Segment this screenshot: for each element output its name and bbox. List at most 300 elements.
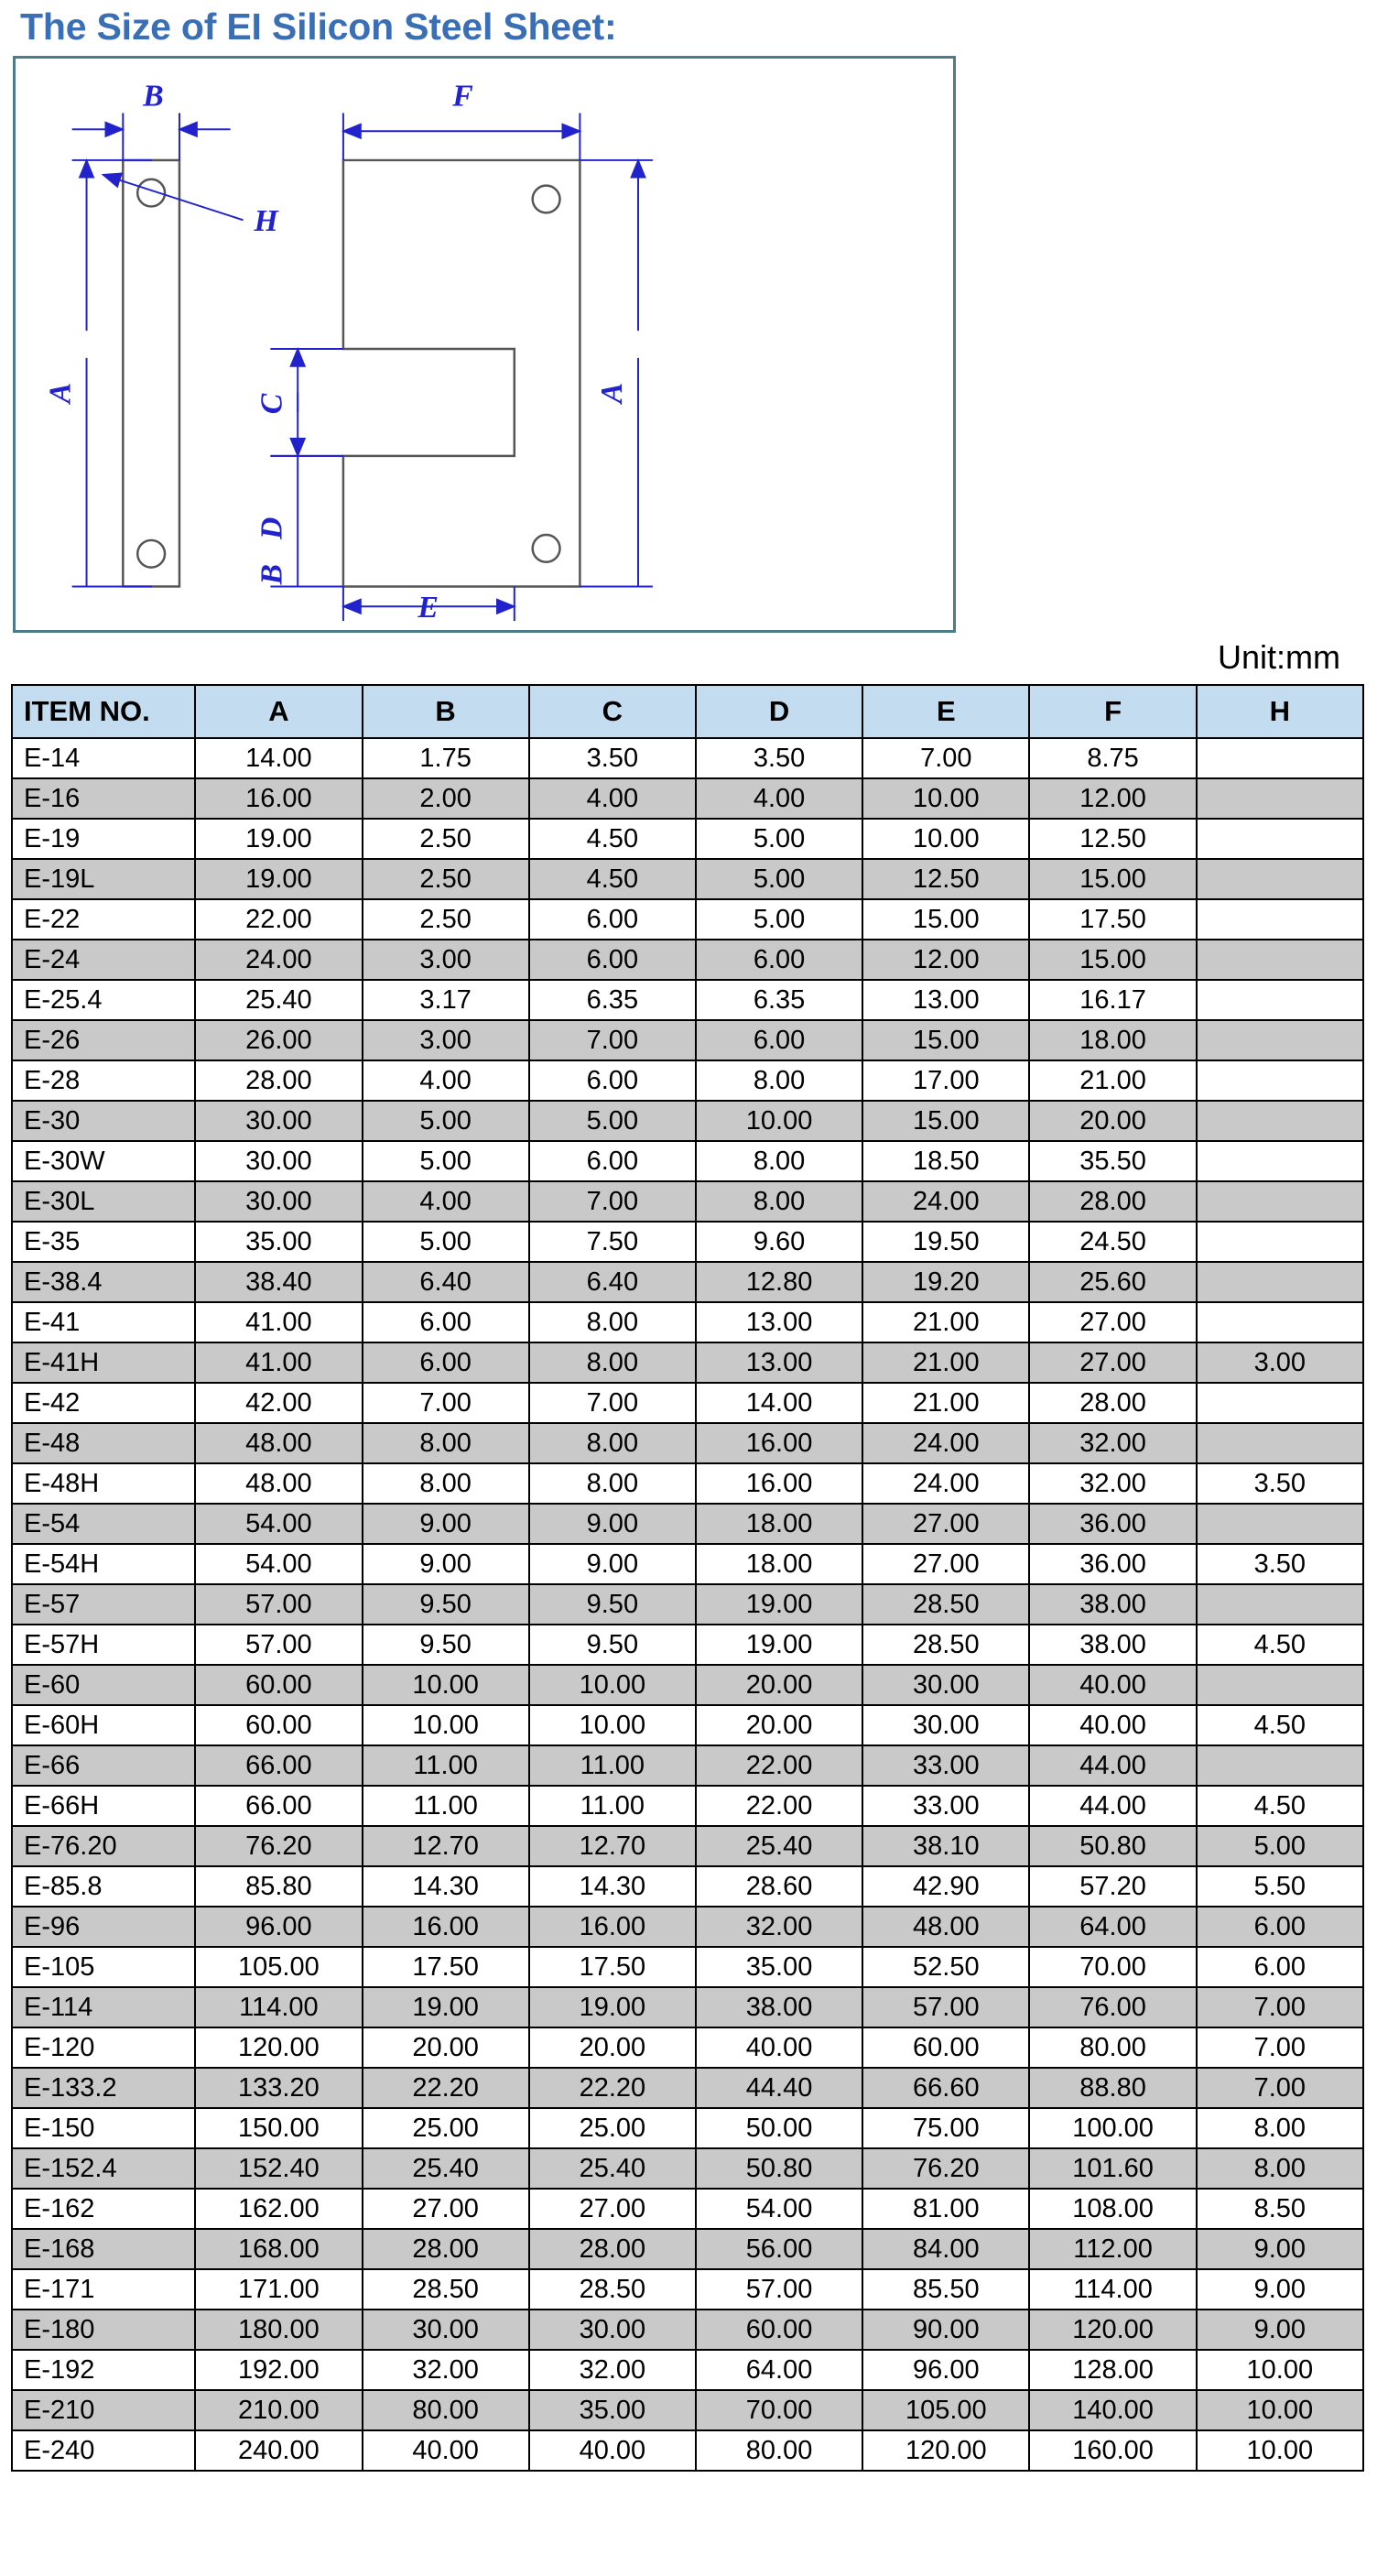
cell-item-no: E-150 [12,2108,195,2148]
cell-a: 120.00 [195,2027,362,2068]
cell-item-no: E-26 [12,1020,195,1060]
cell-c: 4.50 [529,859,696,899]
cell-e: 33.00 [862,1786,1029,1826]
cell-a: 192.00 [195,2350,362,2390]
cell-item-no: E-57H [12,1625,195,1665]
cell-item-no: E-180 [12,2310,195,2350]
cell-f: 64.00 [1029,1907,1196,1947]
cell-h [1197,1665,1363,1705]
cell-f: 21.00 [1029,1060,1196,1101]
dim-label-e: E [417,591,439,625]
cell-e: 18.50 [862,1141,1029,1181]
cell-item-no: E-54 [12,1504,195,1544]
table-row [12,2148,1363,2189]
table-row [12,1826,1363,1866]
ei-lamination-diagram [13,56,956,633]
cell-h [1197,778,1363,819]
cell-b: 3.00 [363,1020,529,1060]
cell-c: 4.50 [529,819,696,859]
cell-e: 75.00 [862,2108,1029,2148]
table-row [12,1060,1363,1101]
cell-a: 76.20 [195,1826,362,1866]
cell-d: 38.00 [696,1987,862,2027]
cell-b: 80.00 [363,2390,529,2430]
unit-row [0,633,1359,682]
table-row [12,2229,1363,2269]
table-row [12,1786,1363,1826]
cell-a: 105.00 [195,1947,362,1987]
dim-label-c: C [255,393,289,415]
col-header-h: H [1197,685,1363,738]
cell-b: 27.00 [363,2189,529,2229]
cell-h: 9.00 [1197,2310,1363,2350]
cell-e: 42.90 [862,1866,1029,1907]
cell-d: 25.40 [696,1826,862,1866]
cell-c: 28.00 [529,2229,696,2269]
cell-d: 14.00 [696,1383,862,1423]
cell-e: 105.00 [862,2390,1029,2430]
cell-f: 50.80 [1029,1826,1196,1866]
cell-c: 3.50 [529,738,696,778]
cell-d: 50.00 [696,2108,862,2148]
cell-c: 9.00 [529,1544,696,1584]
cell-f: 28.00 [1029,1181,1196,1222]
cell-f: 27.00 [1029,1302,1196,1342]
cell-a: 26.00 [195,1020,362,1060]
table-row [12,1504,1363,1544]
cell-f: 128.00 [1029,2350,1196,2390]
dim-label-h: H [254,204,278,239]
cell-a: 25.40 [195,980,362,1020]
table-row [12,2390,1363,2430]
cell-h: 7.00 [1197,1987,1363,2027]
cell-e: 28.50 [862,1625,1029,1665]
cell-b: 8.00 [363,1423,529,1463]
cell-a: 30.00 [195,1181,362,1222]
dim-label-f: F [452,79,473,114]
cell-item-no: E-41 [12,1302,195,1342]
cell-c: 12.70 [529,1826,696,1866]
cell-d: 70.00 [696,2390,862,2430]
cell-a: 57.00 [195,1584,362,1625]
cell-c: 11.00 [529,1786,696,1826]
cell-d: 22.00 [696,1786,862,1826]
cell-h [1197,1060,1363,1101]
unit-label: Unit:mm [1218,638,1340,677]
cell-b: 28.00 [363,2229,529,2269]
cell-d: 57.00 [696,2269,862,2310]
cell-f: 76.00 [1029,1987,1196,2027]
cell-f: 20.00 [1029,1101,1196,1141]
cell-h: 7.00 [1197,2027,1363,2068]
cell-e: 30.00 [862,1665,1029,1705]
cell-b: 10.00 [363,1665,529,1705]
cell-f: 12.00 [1029,778,1196,819]
cell-e: 13.00 [862,980,1029,1020]
part-outlines [123,160,580,587]
cell-a: 22.00 [195,899,362,940]
table-row [12,2189,1363,2229]
cell-a: 54.00 [195,1504,362,1544]
cell-e: 10.00 [862,819,1029,859]
cell-c: 8.00 [529,1463,696,1504]
dim-label-b-top: B [143,79,164,114]
cell-a: 66.00 [195,1786,362,1826]
cell-c: 7.00 [529,1020,696,1060]
table-row [12,1423,1363,1463]
cell-c: 19.00 [529,1987,696,2027]
cell-e: 28.50 [862,1584,1029,1625]
table-row [12,1020,1363,1060]
i-piece-hole-bottom [137,540,165,568]
col-header-item: ITEM NO. [12,685,195,738]
cell-e: 12.00 [862,940,1029,980]
cell-f: 101.60 [1029,2148,1196,2189]
cell-h: 9.00 [1197,2269,1363,2310]
cell-c: 6.00 [529,1141,696,1181]
cell-a: 133.20 [195,2068,362,2108]
cell-d: 54.00 [696,2189,862,2229]
cell-a: 85.80 [195,1866,362,1907]
cell-h: 10.00 [1197,2390,1363,2430]
dim-label-a-left: A [43,382,78,404]
table-row [12,1342,1363,1383]
cell-f: 100.00 [1029,2108,1196,2148]
cell-d: 13.00 [696,1302,862,1342]
cell-f: 112.00 [1029,2229,1196,2269]
cell-b: 28.50 [363,2269,529,2310]
cell-d: 50.80 [696,2148,862,2189]
cell-e: 66.60 [862,2068,1029,2108]
cell-item-no: E-19 [12,819,195,859]
cell-d: 8.00 [696,1181,862,1222]
cell-item-no: E-60 [12,1665,195,1705]
cell-b: 11.00 [363,1786,529,1826]
cell-h [1197,1584,1363,1625]
cell-item-no: E-105 [12,1947,195,1987]
cell-c: 25.00 [529,2108,696,2148]
cell-item-no: E-66 [12,1745,195,1786]
cell-a: 30.00 [195,1101,362,1141]
cell-b: 25.00 [363,2108,529,2148]
cell-d: 6.35 [696,980,862,1020]
cell-a: 41.00 [195,1302,362,1342]
cell-d: 32.00 [696,1907,862,1947]
cell-h [1197,1745,1363,1786]
cell-f: 40.00 [1029,1665,1196,1705]
cell-c: 8.00 [529,1302,696,1342]
cell-e: 96.00 [862,2350,1029,2390]
cell-e: 76.20 [862,2148,1029,2189]
dim-label-a-right: A [595,382,630,404]
cell-d: 3.50 [696,738,862,778]
cell-b: 1.75 [363,738,529,778]
table-row [12,2269,1363,2310]
cell-c: 9.00 [529,1504,696,1544]
cell-item-no: E-96 [12,1907,195,1947]
cell-item-no: E-42 [12,1383,195,1423]
cell-d: 8.00 [696,1060,862,1101]
cell-c: 8.00 [529,1423,696,1463]
cell-h: 7.00 [1197,2068,1363,2108]
cell-h [1197,1302,1363,1342]
cell-c: 7.00 [529,1383,696,1423]
cell-h [1197,940,1363,980]
cell-item-no: E-35 [12,1222,195,1262]
cell-b: 9.00 [363,1504,529,1544]
cell-f: 140.00 [1029,2390,1196,2430]
cell-c: 28.50 [529,2269,696,2310]
cell-b: 5.00 [363,1222,529,1262]
table-row [12,899,1363,940]
table-row [12,1987,1363,2027]
cell-e: 19.20 [862,1262,1029,1302]
cell-a: 30.00 [195,1141,362,1181]
cell-c: 6.40 [529,1262,696,1302]
cell-a: 28.00 [195,1060,362,1101]
cell-item-no: E-28 [12,1060,195,1101]
cell-h: 4.50 [1197,1705,1363,1745]
table-row [12,2108,1363,2148]
cell-a: 19.00 [195,819,362,859]
cell-a: 66.00 [195,1745,362,1786]
cell-e: 38.10 [862,1826,1029,1866]
cell-b: 6.00 [363,1342,529,1383]
cell-a: 48.00 [195,1463,362,1504]
cell-b: 8.00 [363,1463,529,1504]
cell-a: 96.00 [195,1907,362,1947]
cell-f: 120.00 [1029,2310,1196,2350]
cell-e: 17.00 [862,1060,1029,1101]
cell-e: 120.00 [862,2430,1029,2471]
cell-d: 20.00 [696,1705,862,1745]
cell-f: 16.17 [1029,980,1196,1020]
cell-b: 30.00 [363,2310,529,2350]
cell-d: 18.00 [696,1544,862,1584]
cell-b: 25.40 [363,2148,529,2189]
cell-e: 84.00 [862,2229,1029,2269]
table-row [12,2430,1363,2471]
table-row [12,940,1363,980]
cell-f: 8.75 [1029,738,1196,778]
cell-e: 15.00 [862,1101,1029,1141]
cell-d: 18.00 [696,1504,862,1544]
cell-d: 56.00 [696,2229,862,2269]
cell-a: 38.40 [195,1262,362,1302]
cell-d: 44.40 [696,2068,862,2108]
cell-item-no: E-48H [12,1463,195,1504]
cell-d: 20.00 [696,1665,862,1705]
cell-b: 11.00 [363,1745,529,1786]
cell-e: 52.50 [862,1947,1029,1987]
cell-h [1197,899,1363,940]
cell-item-no: E-38.4 [12,1262,195,1302]
cell-f: 57.20 [1029,1866,1196,1907]
cell-h [1197,980,1363,1020]
cell-e: 48.00 [862,1907,1029,1947]
col-header-b: B [363,685,529,738]
cell-b: 6.00 [363,1302,529,1342]
cell-a: 35.00 [195,1222,362,1262]
cell-e: 27.00 [862,1544,1029,1584]
cell-h: 3.50 [1197,1544,1363,1584]
cell-f: 44.00 [1029,1786,1196,1826]
cell-e: 7.00 [862,738,1029,778]
cell-b: 2.50 [363,899,529,940]
cell-b: 2.50 [363,859,529,899]
cell-b: 4.00 [363,1060,529,1101]
table-row [12,2027,1363,2068]
cell-f: 27.00 [1029,1342,1196,1383]
cell-c: 22.20 [529,2068,696,2108]
cell-h [1197,819,1363,859]
cell-h [1197,1020,1363,1060]
cell-f: 15.00 [1029,940,1196,980]
cell-a: 152.40 [195,2148,362,2189]
table-row [12,1907,1363,1947]
cell-h [1197,1141,1363,1181]
e-piece-hole-bottom [533,535,560,562]
cell-b: 12.70 [363,1826,529,1866]
table-row [12,778,1363,819]
cell-a: 114.00 [195,1987,362,2027]
cell-item-no: E-41H [12,1342,195,1383]
cell-e: 10.00 [862,778,1029,819]
cell-a: 60.00 [195,1705,362,1745]
cell-d: 60.00 [696,2310,862,2350]
cell-c: 17.50 [529,1947,696,1987]
cell-h: 4.50 [1197,1625,1363,1665]
cell-h: 6.00 [1197,1947,1363,1987]
cell-a: 171.00 [195,2269,362,2310]
cell-d: 80.00 [696,2430,862,2471]
cell-d: 19.00 [696,1584,862,1625]
cell-e: 30.00 [862,1705,1029,1745]
cell-f: 70.00 [1029,1947,1196,1987]
cell-d: 19.00 [696,1625,862,1665]
cell-item-no: E-30 [12,1101,195,1141]
cell-h [1197,1101,1363,1141]
cell-c: 10.00 [529,1705,696,1745]
cell-item-no: E-210 [12,2390,195,2430]
cell-item-no: E-152.4 [12,2148,195,2189]
table-row [12,1625,1363,1665]
cell-f: 38.00 [1029,1625,1196,1665]
cell-a: 57.00 [195,1625,362,1665]
cell-f: 24.50 [1029,1222,1196,1262]
cell-f: 15.00 [1029,859,1196,899]
col-header-a: A [195,685,362,738]
cell-b: 16.00 [363,1907,529,1947]
table-row [12,1665,1363,1705]
cell-d: 16.00 [696,1463,862,1504]
cell-item-no: E-171 [12,2269,195,2310]
cell-a: 168.00 [195,2229,362,2269]
cell-item-no: E-192 [12,2350,195,2390]
table-header [12,685,1363,738]
cell-b: 5.00 [363,1101,529,1141]
cell-c: 11.00 [529,1745,696,1786]
cell-a: 48.00 [195,1423,362,1463]
col-header-f: F [1029,685,1196,738]
cell-d: 28.60 [696,1866,862,1907]
cell-item-no: E-57 [12,1584,195,1625]
col-header-c: C [529,685,696,738]
cell-d: 6.00 [696,940,862,980]
cell-e: 27.00 [862,1504,1029,1544]
cell-b: 6.40 [363,1262,529,1302]
cell-h [1197,1262,1363,1302]
cell-d: 16.00 [696,1423,862,1463]
cell-c: 6.35 [529,980,696,1020]
cell-h [1197,1504,1363,1544]
cell-c: 9.50 [529,1625,696,1665]
cell-c: 6.00 [529,1060,696,1101]
cell-d: 12.80 [696,1262,862,1302]
cell-h: 6.00 [1197,1907,1363,1947]
cell-item-no: E-66H [12,1786,195,1826]
cell-d: 6.00 [696,1020,862,1060]
e-piece-outline [343,160,580,587]
table-row [12,1705,1363,1745]
cell-f: 32.00 [1029,1423,1196,1463]
cell-h: 8.50 [1197,2189,1363,2229]
cell-h: 5.00 [1197,1826,1363,1866]
cell-d: 5.00 [696,819,862,859]
cell-item-no: E-54H [12,1544,195,1584]
cell-e: 33.00 [862,1745,1029,1786]
cell-item-no: E-76.20 [12,1826,195,1866]
cell-d: 35.00 [696,1947,862,1987]
cell-d: 9.60 [696,1222,862,1262]
cell-h [1197,1222,1363,1262]
cell-b: 9.50 [363,1625,529,1665]
cell-b: 19.00 [363,1987,529,2027]
cell-c: 8.00 [529,1342,696,1383]
cell-h: 5.50 [1197,1866,1363,1907]
cell-h: 8.00 [1197,2148,1363,2189]
cell-a: 162.00 [195,2189,362,2229]
cell-b: 2.00 [363,778,529,819]
dim-label-d: D [255,516,289,539]
cell-c: 16.00 [529,1907,696,1947]
cell-b: 17.50 [363,1947,529,1987]
cell-d: 4.00 [696,778,862,819]
cell-f: 32.00 [1029,1463,1196,1504]
i-piece-outline [123,160,179,587]
cell-a: 14.00 [195,738,362,778]
cell-h: 9.00 [1197,2229,1363,2269]
page-title: The Size of EI Silicon Steel Sheet: [20,5,617,48]
table-body [12,738,1363,2471]
cell-a: 42.00 [195,1383,362,1423]
table-row [12,1181,1363,1222]
cell-c: 6.00 [529,899,696,940]
cell-b: 32.00 [363,2350,529,2390]
cell-item-no: E-25.4 [12,980,195,1020]
cell-e: 15.00 [862,1020,1029,1060]
cell-b: 14.30 [363,1866,529,1907]
table-row [12,1383,1363,1423]
dimension-lines [72,113,653,621]
cell-b: 5.00 [363,1141,529,1181]
cell-f: 17.50 [1029,899,1196,940]
cell-h [1197,859,1363,899]
cell-f: 44.00 [1029,1745,1196,1786]
cell-a: 54.00 [195,1544,362,1584]
cell-c: 14.30 [529,1866,696,1907]
cell-c: 35.00 [529,2390,696,2430]
